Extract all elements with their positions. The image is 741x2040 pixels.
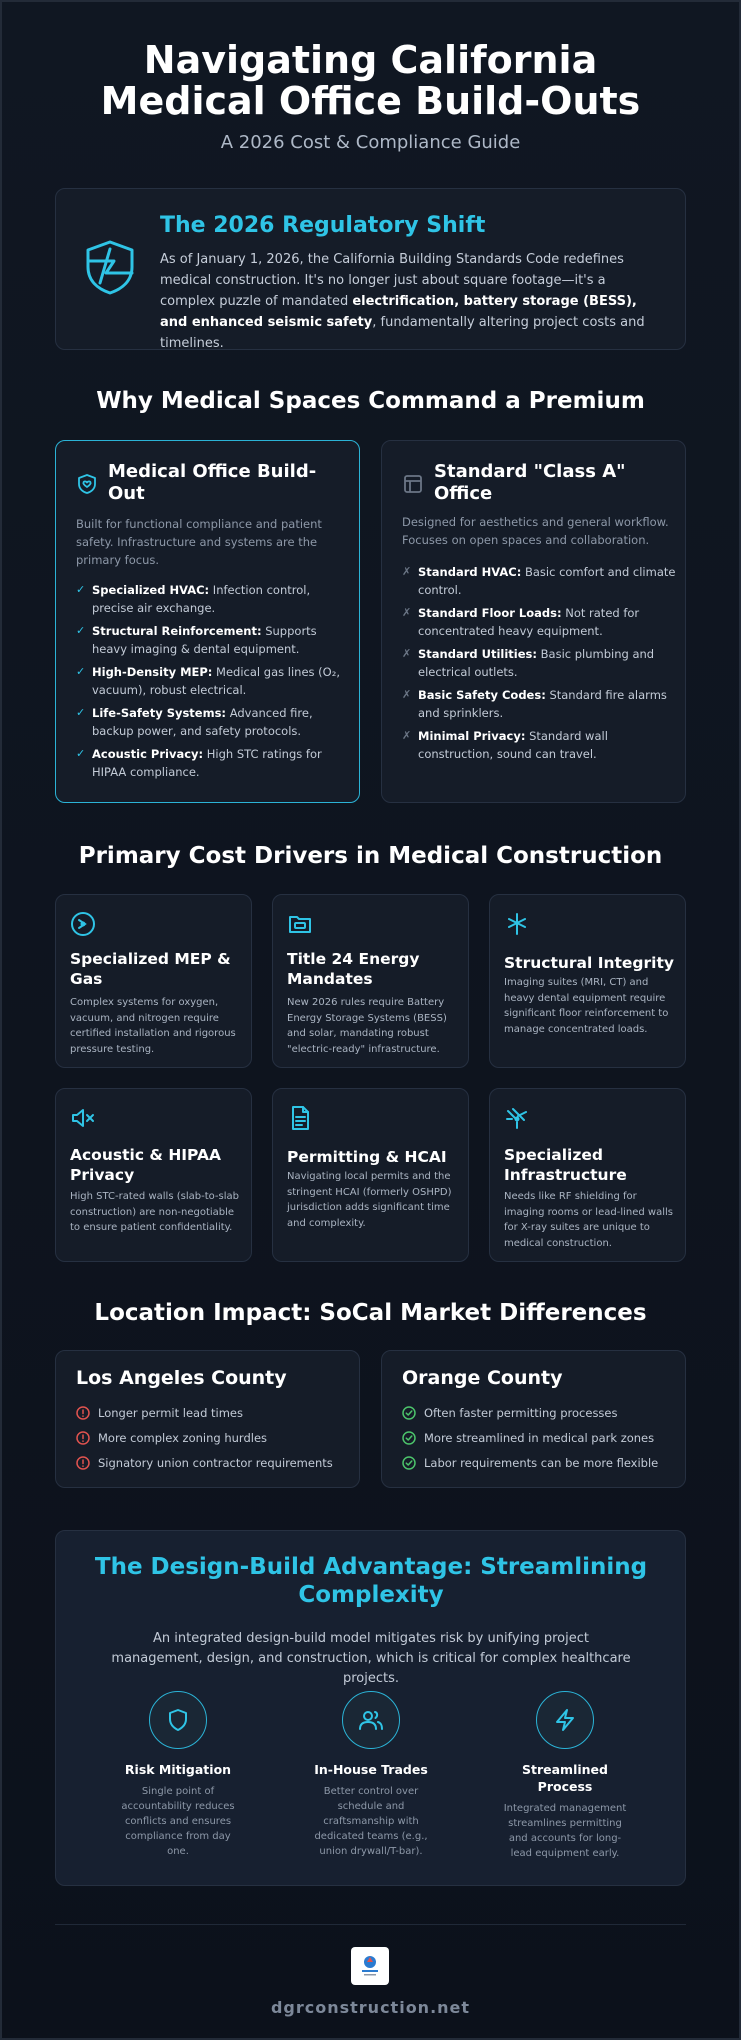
driver-card-infrastructure xyxy=(489,1088,686,1262)
check-circle-icon xyxy=(402,1431,416,1445)
list-item: ✓ Specialized HVAC: Infection control, precise air exchange. xyxy=(76,583,311,615)
standard-title: Standard "Class A" Office xyxy=(434,461,626,504)
driver-title: Title 24 Energy Mandates xyxy=(287,950,420,988)
design-build-label: Streamlined Process xyxy=(522,1762,608,1794)
design-build-desc: Integrated management streamlines permitting and accounts for long-lead equipment early. xyxy=(503,1803,627,1859)
list-item: More streamlined in medical park zones xyxy=(402,1430,658,1446)
alert-circle-icon xyxy=(76,1431,90,1445)
check-circle-icon xyxy=(402,1456,416,1470)
list-item: Labor requirements can be more flexible xyxy=(402,1455,658,1471)
page-title: Navigating California Medical Office Build-Outs xyxy=(100,38,641,123)
medical-office-card xyxy=(55,440,360,803)
driver-title: Structural Integrity xyxy=(504,954,674,972)
page-subtitle: A 2026 Cost & Compliance Guide xyxy=(220,132,521,153)
lightning-icon xyxy=(552,1707,578,1733)
satellite-icon xyxy=(504,1105,530,1131)
alert-circle-icon xyxy=(76,1456,90,1470)
design-build-card xyxy=(55,1530,686,1886)
design-build-desc: Better control over schedule and craftsmanship with dedicated teams (e.g., union drywall/T-bar). xyxy=(314,1786,428,1857)
regulatory-body: As of January 1, 2026, the California Building Standards Code redefines medical construction. It's no longer just about square footage—it's a complex puzzle of mandated electrification, battery storage (BESS), and enhanced seismic safety, fundamentally altering project costs and timelines. xyxy=(160,252,645,351)
alert-circle-icon xyxy=(76,1406,90,1420)
list-item: ✗ Standard Floor Loads: Not rated for concentrated heavy equipment. xyxy=(402,606,640,638)
standard-office-card xyxy=(381,440,686,803)
medical-desc: Built for functional compliance and patient safety. Infrastructure and systems are the primary focus. xyxy=(76,517,322,567)
shield-icon xyxy=(165,1707,191,1733)
check-icon: ✓ xyxy=(76,665,86,678)
driver-desc: New 2026 rules require Battery Energy Storage Systems (BESS) and solar, mandating robust "electric-ready" infrastructure. xyxy=(287,997,447,1055)
cross-icon: ✗ xyxy=(402,565,412,578)
check-icon: ✓ xyxy=(76,706,86,719)
cross-icon: ✗ xyxy=(402,606,412,619)
list-item: ✗ Basic Safety Codes: Standard fire alarms and sprinklers. xyxy=(402,688,667,720)
orange-county-title: Orange County xyxy=(402,1367,563,1389)
medical-title: Medical Office Build-Out xyxy=(108,461,317,504)
list-item: ✗ Standard Utilities: Basic plumbing and electrical outlets. xyxy=(402,647,655,679)
list-item: More complex zoning hurdles xyxy=(76,1430,333,1446)
la-county-title: Los Angeles County xyxy=(76,1367,287,1389)
list-item: ✓ Acoustic Privacy: High STC ratings for HIPAA compliance. xyxy=(76,747,322,779)
list-item: Longer permit lead times xyxy=(76,1405,333,1421)
drivers-heading: Primary Cost Drivers in Medical Construction xyxy=(78,843,663,869)
driver-card-acoustic xyxy=(55,1088,252,1262)
cross-icon: ✗ xyxy=(402,647,412,660)
cross-icon: ✗ xyxy=(402,729,412,742)
structure-icon xyxy=(504,911,530,937)
orange-county-card xyxy=(381,1350,686,1488)
cross-icon: ✗ xyxy=(402,688,412,701)
location-heading: Location Impact: SoCal Market Differences xyxy=(94,1300,647,1326)
design-build-label: Risk Mitigation xyxy=(124,1762,232,1777)
regulatory-title: The 2026 Regulatory Shift xyxy=(160,213,486,238)
driver-desc: Imaging suites (MRI, CT) and heavy dental equipment require significant floor reinforcement to manage concentrated loads. xyxy=(504,977,669,1035)
driver-card-permitting xyxy=(272,1088,469,1262)
premium-heading: Why Medical Spaces Command a Premium xyxy=(96,388,645,414)
check-circle-icon xyxy=(402,1406,416,1420)
driver-title: Permitting & HCAI xyxy=(287,1148,447,1166)
document-icon xyxy=(287,1105,313,1131)
standard-desc: Designed for aesthetics and general workflow. Focuses on open spaces and collaboration. xyxy=(402,515,669,547)
driver-title: Specialized MEP & Gas xyxy=(70,950,231,988)
driver-title: Acoustic & HIPAA Privacy xyxy=(70,1146,221,1184)
la-county-list xyxy=(76,1405,333,1480)
check-icon: ✓ xyxy=(76,583,86,596)
design-build-title: The Design-Build Advantage: Streamlining Complexity xyxy=(94,1554,648,1608)
list-item: ✓ Life-Safety Systems: Advanced fire, backup power, and safety protocols. xyxy=(76,706,313,738)
users-icon xyxy=(357,1707,385,1733)
driver-desc: Complex systems for oxygen, vacuum, and nitrogen require certified installation and rigorous pressure testing. xyxy=(70,997,236,1055)
design-build-desc: Single point of accountability reduces conflicts and ensures compliance from day one. xyxy=(121,1786,235,1857)
list-item: Signatory union contractor requirements xyxy=(76,1455,333,1471)
design-build-label: In-House Trades xyxy=(314,1762,428,1777)
layout-icon xyxy=(402,473,424,495)
driver-desc: Navigating local permits and the stringent HCAI (formerly OSHPD) jurisdiction adds significant time and complexity. xyxy=(287,1171,452,1229)
gauge-icon xyxy=(70,911,96,937)
footer-divider xyxy=(55,1924,686,1925)
driver-desc: Needs like RF shielding for imaging rooms or lead-lined walls for X-ray suites are unique to medical construction. xyxy=(504,1191,673,1249)
driver-card-title24 xyxy=(272,894,469,1068)
regulatory-card xyxy=(55,188,686,350)
battery-folder-icon xyxy=(287,911,313,937)
list-item: Often faster permitting processes xyxy=(402,1405,658,1421)
design-build-item-process xyxy=(500,1691,630,1861)
medical-list xyxy=(76,581,351,786)
driver-card-mep xyxy=(55,894,252,1068)
shield-heart-icon xyxy=(76,473,98,495)
check-icon: ✓ xyxy=(76,747,86,760)
la-county-card xyxy=(55,1350,360,1488)
design-build-body: An integrated design-build model mitigates risk by unifying project management, design, and construction, which is critical for complex healthcare projects. xyxy=(111,1631,631,1686)
orange-county-list xyxy=(402,1405,658,1480)
standard-list xyxy=(402,563,677,768)
list-item: ✗ Minimal Privacy: Standard wall construction, sound can travel. xyxy=(402,729,608,761)
header xyxy=(0,40,741,153)
company-logo[interactable] xyxy=(351,1947,389,1985)
design-build-item-risk xyxy=(113,1691,243,1859)
driver-card-structural xyxy=(489,894,686,1068)
list-item: ✓ High-Density MEP: Medical gas lines (O₂, vacuum), robust electrical. xyxy=(76,665,340,697)
driver-title: Specialized Infrastructure xyxy=(504,1146,627,1184)
shield-building-icon xyxy=(84,239,136,295)
mute-speaker-icon xyxy=(70,1105,96,1131)
footer-url[interactable]: dgrconstruction.net xyxy=(270,1998,471,2017)
design-build-item-trades xyxy=(306,1691,436,1859)
list-item: ✓ Structural Reinforcement: Supports heavy imaging & dental equipment. xyxy=(76,624,317,656)
list-item: ✗ Standard HVAC: Basic comfort and climate control. xyxy=(402,565,676,597)
driver-desc: High STC-rated walls (slab-to-slab construction) are non-negotiable to ensure patient confidentiality. xyxy=(70,1191,239,1233)
check-icon: ✓ xyxy=(76,624,86,637)
